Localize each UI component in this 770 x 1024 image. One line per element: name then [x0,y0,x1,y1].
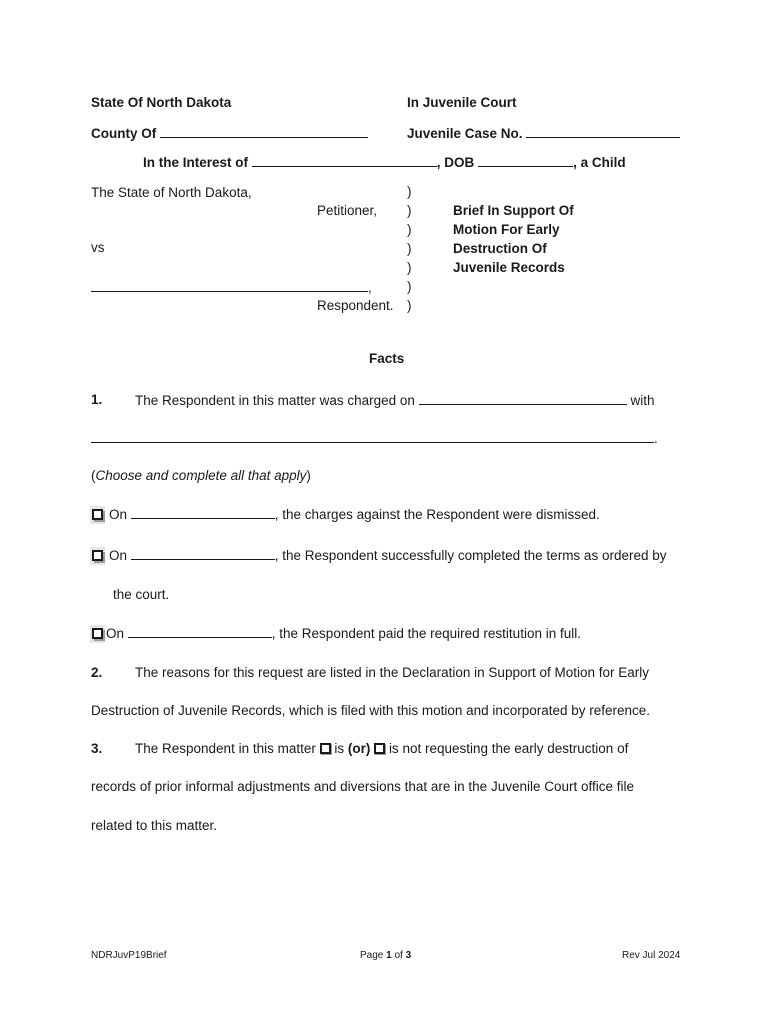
option-text: , the charges against the Respondent were dismissed. [274,507,600,522]
item-3-pre: The Respondent in this matter [135,741,316,756]
paren-close: ) [306,468,311,483]
brief-title-line-3: Destruction Of [453,241,547,256]
checkbox-is[interactable] [320,743,331,754]
state-party: The State of North Dakota, [91,185,252,200]
checkbox-completed[interactable] [90,547,105,565]
state-label: State Of North Dakota [91,95,232,110]
comma: , [368,280,372,295]
paren: ) [407,241,412,256]
item-1-number: 1. [91,392,103,407]
restitution-date-field[interactable] [128,625,272,638]
checkbox-icon [92,550,103,561]
petitioner-label: Petitioner, [317,203,378,218]
paren-open: ( [91,468,96,483]
option-restitution [90,625,581,643]
respondent-name-field[interactable] [91,279,368,292]
charges-line [91,430,658,446]
brief-title-line-4: Juvenile Records [453,260,565,275]
option-dismissed [90,506,600,524]
dismissed-date-field[interactable] [131,506,275,519]
paren: ) [407,298,412,313]
county-line [91,125,368,141]
dob-label: , DOB [436,155,475,170]
item-3-number: 3. [91,741,103,756]
option-on-label: On [106,626,125,641]
respondent-name-line [91,279,372,295]
charge-date-field[interactable] [419,392,627,405]
paren: ) [407,279,412,294]
item-2-number: 2. [91,665,103,680]
item-3-or: (or) [347,741,371,756]
item-1-text: The Respondent in this matter was charged on [135,393,415,408]
page-total: 3 [405,950,412,961]
option-text: , the Respondent paid the required restitution in full. [271,626,581,641]
charges-field[interactable] [91,430,654,443]
child-label: , a Child [573,155,626,170]
interest-line [143,154,626,170]
checkbox-dismissed[interactable] [90,506,105,524]
county-label: County Of [91,126,157,141]
item-3-is: is [334,741,345,756]
option-completed-continued: the court. [113,587,170,602]
revision-date: Rev Jul 2024 [622,950,681,961]
case-number-field[interactable] [526,125,680,138]
case-line [407,125,680,141]
item-3-line-3: related to this matter. [91,818,218,833]
page-current: 1 [386,950,392,961]
checkbox-icon [92,628,103,639]
interest-label: In the Interest of [143,155,249,170]
paren: ) [407,260,412,275]
form-id: NDRJuvP19Brief [91,950,167,961]
choose-instruction [91,468,311,483]
paren: ) [407,203,412,218]
case-label: Juvenile Case No. [407,126,523,141]
item-3-line-1 [135,741,628,756]
dob-field[interactable] [478,154,573,167]
vs-label: vs [91,240,105,255]
respondent-label: Respondent. [317,298,394,313]
item-2-line-2: Destruction of Juvenile Records, which is filed with this motion and incorporated by reference. [91,703,651,718]
choose-text: Choose and complete all that apply [95,468,307,483]
page-prefix: Page [360,950,384,961]
option-completed [90,547,667,565]
item-3-line-2: records of prior informal adjustments and diversions that are in the Juvenile Court office file [91,779,635,794]
court-label: In Juvenile Court [407,95,517,110]
page-of: of [394,950,403,961]
item-3-post: is not requesting the early destruction of [388,741,629,756]
facts-heading: Facts [369,351,405,366]
item-1-line [135,392,654,408]
checkbox-icon [92,509,103,520]
completed-date-field[interactable] [131,547,275,560]
paren: ) [407,222,412,237]
paren: ) [407,184,412,199]
checkbox-is-not[interactable] [374,743,385,754]
option-text: , the Respondent successfully completed the terms as ordered by [274,548,667,563]
item-1-with: with [630,393,655,408]
item-2-line-1: The reasons for this request are listed in the Declaration in Support of Motion for Early [135,665,650,680]
period: . [654,431,658,446]
option-on-label: On [109,507,128,522]
county-field[interactable] [160,125,368,138]
child-name-field[interactable] [252,154,437,167]
option-on-label: On [109,548,128,563]
brief-title-line-2: Motion For Early [453,222,560,237]
brief-title-line-1: Brief In Support Of [453,203,574,218]
page-number [360,950,411,961]
checkbox-restitution[interactable] [90,625,105,643]
